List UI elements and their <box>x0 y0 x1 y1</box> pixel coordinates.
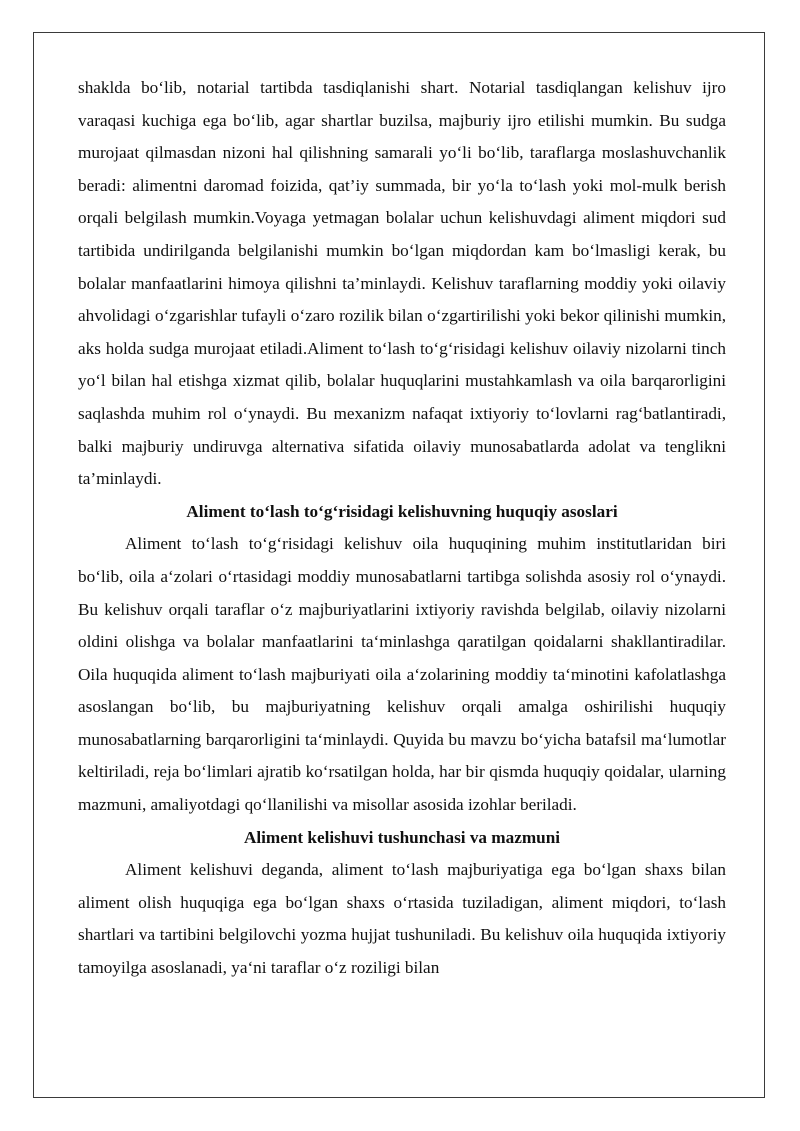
paragraph-concept: Aliment kelishuvi deganda, aliment to‘lash majburiyatiga ega bo‘lgan shaxs bilan aliment olish huquqiga ega bo‘lgan shaxs o‘rtasida tuziladigan, aliment miqdori, to‘lash shartlari va tartibini belgilovchi yozma hujjat tushuniladi. Bu kelishuv oila huquqida ixtiyoriy tamoyilga asoslanadi, ya‘ni taraflar o‘z roziligi bilan <box>78 860 726 978</box>
document-body <box>78 72 726 985</box>
section-heading-legal-basis: Aliment to‘lash to‘g‘risidagi kelishuvning huquqiy asoslari <box>186 501 618 521</box>
section-heading-concept: Aliment kelishuvi tushunchasi va mazmuni <box>243 827 561 847</box>
paragraph-legal-basis: Aliment to‘lash to‘g‘risidagi kelishuv oila huquqining muhim institutlaridan biri bo‘lib, oila a‘zolari o‘rtasidagi moddiy munosabatlarni tartibga solishda asosiy rol o‘ynaydi. Bu kelishuv orqali taraflar o‘z majburiyatlarini ixtiyoriy ravishda belgilab, oilaviy nizolarni oldini olishga va bolalar manfaatlarini ta‘minlashga qaratilgan qoidalarni shakllantiradilar. Oila huquqida aliment to‘lash majburiyati oila a‘zolarining moddiy ta‘minotini kafolatlashga asoslangan bo‘lib, bu majburiyatning kelishuv orqali amalga oshirilishi huquqiy munosabatlarning barqarorligini ta‘minlaydi. Quyida bu mavzu bo‘yicha batafsil ma‘lumotlar keltiriladi, reja bo‘limlari ajratib ko‘rsatilgan holda, har bir qismda huquqiy qoidalar, ularning mazmuni, amaliyotdagi qo‘llanilishi va misollar asosida izohlar beriladi. <box>78 534 726 815</box>
paragraph-intro-continuation: shaklda bo‘lib, notarial tartibda tasdiqlanishi shart. Notarial tasdiqlangan kelishuv ijro varaqasi kuchiga ega bo‘lib, agar shartlar buzilsa, majburiy ijro etilishi mumkin. Bu sudga murojaat qilmasdan nizoni hal qilishning samarali yo‘li bo‘lib, taraflarga moslashuvchanlik beradi: alimentni daromad foizida, qat’iy summada, bir yo‘la to‘lash yoki mol-mulk berish orqali belgilash mumkin.Voyaga yetmagan bolalar uchun kelishuvdagi aliment miqdori sud tartibida undirilganda belgilanishi mumkin bo‘lgan miqdordan kam bo‘lmasligi kerak, bu bolalar manfaatlarini himoya qilishni ta’minlaydi. Kelishuv taraflarning moddiy yoki oilaviy ahvolidagi o‘zgarishlar tufayli o‘zaro rozilik bilan o‘zgartirilishi yoki bekor qilinishi mumkin, aks holda sudga murojaat etiladi.Aliment to‘lash to‘g‘risidagi kelishuv oilaviy nizolarni tinch yo‘l bilan hal etishga xizmat qilib, bolalar huquqlarini mustahkamlash va oila barqarorligini saqlashda muhim rol o‘ynaydi. Bu mexanizm nafaqat ixtiyoriy to‘lovlarni rag‘batlantiradi, balki majburiy undiruvga alternativa sifatida oilaviy munosabatlarda adolat va tenglikni ta’minlaydi. <box>78 78 726 489</box>
